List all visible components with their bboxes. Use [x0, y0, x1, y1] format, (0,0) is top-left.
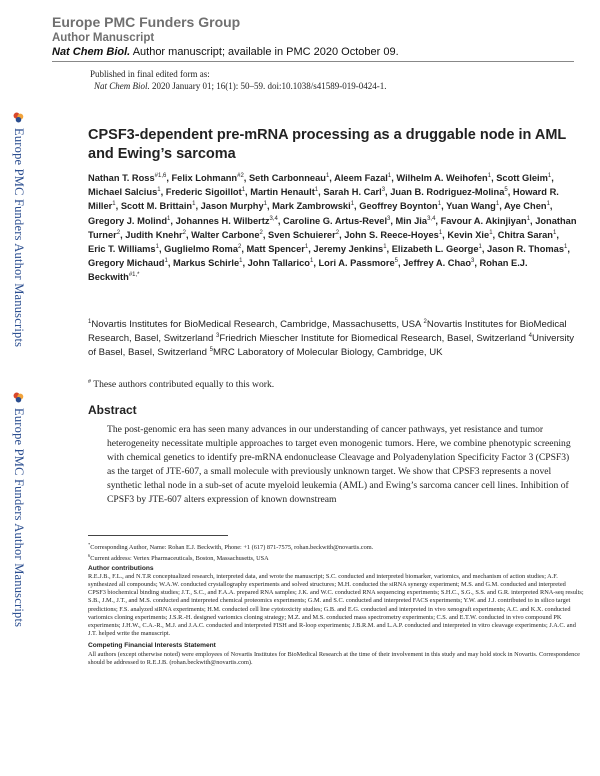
author-affiliation-mark: 2	[116, 229, 121, 236]
author-affiliation-mark: 5	[394, 258, 398, 265]
corresponding-text: Corresponding Author, Name: Rohan E.J. Beckwith, Phone: +1 (617) 871-7575, rohan.beckwith@novartis.com.	[90, 544, 374, 552]
author-name	[88, 187, 161, 197]
affiliation-text: Novartis Institutes for BioMedical Research, Basel, Switzerland	[88, 319, 567, 344]
affiliation-text: Friedrich Miescher Institute for Biomedical Research, Basel, Switzerland	[219, 333, 526, 344]
author-affiliation-mark: 1	[546, 201, 550, 208]
author-name-text: Jeffrey A. Chao	[403, 258, 471, 269]
author-affiliation-mark: #1,*	[128, 272, 140, 279]
author-name-text: Gregory J. Molind	[88, 215, 168, 226]
author-name	[173, 258, 242, 268]
author-name-text: Sarah H. Carl	[323, 187, 382, 198]
author-name	[250, 187, 318, 197]
author-name-text: Guglielmo Roma	[164, 244, 238, 255]
affiliation-number: 5	[209, 346, 213, 353]
author-affiliation-mark: 1	[553, 229, 557, 236]
author-affiliation-mark: 1	[437, 201, 442, 208]
author-affiliation-mark: 1	[495, 201, 500, 208]
competing-interests-text: All authors (except otherwise noted) were employees of Novartis Institutes for BioMedical Research at the time of their involvement in this study and may hold stock in Novartis. Correspondence should be addressed to R.E.J.B. (rohan.beckwith@novartis.com).	[88, 650, 580, 666]
logo-dot-blue	[16, 117, 22, 123]
author-name-text: Aleem Fazal	[334, 173, 388, 183]
author-name	[403, 258, 474, 268]
corresponding-mark: *	[88, 542, 91, 547]
author-name-text: Matt Spencer	[246, 244, 305, 255]
author-name-text: Scott Gleim	[496, 173, 548, 183]
corresponding-author-note	[88, 541, 584, 552]
author-name-text: Walter Carbone	[191, 229, 260, 240]
current-address-mark: 6	[88, 553, 91, 559]
author-name	[396, 216, 436, 226]
author-affiliation-mark: 2	[259, 229, 263, 236]
author-name	[359, 201, 441, 211]
author-affiliation-mark: 3,4	[427, 215, 436, 222]
published-label: Published in final edited form as:	[90, 69, 210, 79]
author-affiliation-mark: 1	[155, 243, 159, 250]
author-affiliation-mark: 1	[387, 172, 392, 179]
author-name-text: Michael Salcius	[88, 187, 158, 198]
author-name-text: Scott M. Brittain	[120, 201, 193, 212]
author-affiliation-mark: 1	[478, 243, 482, 250]
author-name-text: John Tallarico	[247, 258, 310, 269]
author-affiliation-mark: 1	[489, 229, 493, 236]
author-affiliation-mark: 1	[526, 215, 531, 222]
author-name	[176, 216, 278, 226]
affiliation-text: Novartis Institutes for BioMedical Research, Cambridge, Massachusetts, USA	[91, 319, 421, 330]
author-name	[201, 201, 267, 211]
abstract-heading: Abstract	[88, 403, 137, 417]
author-name	[164, 244, 241, 254]
author-name-text: Wilhelm A. Weihofen	[396, 173, 488, 183]
author-affiliation-mark: 1	[112, 201, 116, 208]
author-affiliation-mark: 1	[164, 258, 168, 265]
author-name	[319, 258, 398, 268]
sidebar-label-bottom: Europe PMC Funders Author Manuscripts	[12, 408, 26, 628]
author-name	[249, 173, 329, 183]
author-name	[396, 173, 491, 183]
author-name	[313, 244, 386, 254]
sidebar-watermark	[8, 0, 30, 776]
manuscript-header	[52, 14, 582, 59]
sidebar-block-bottom	[8, 392, 30, 692]
author-affiliation-mark: 1	[314, 187, 319, 194]
author-affiliation-mark: 2	[182, 229, 186, 236]
author-name-text: Felix Lohmann	[171, 173, 238, 183]
author-affiliation-mark: 1	[239, 258, 243, 265]
author-name-text: Sven Schuierer	[268, 229, 336, 240]
author-name-text: Seth Carbonneau	[248, 173, 326, 183]
europe-pmc-logo-icon	[13, 392, 24, 403]
author-name-text: Jonathan Turner	[88, 215, 577, 240]
published-note	[90, 68, 570, 92]
contribution-mark: #	[88, 379, 91, 385]
author-name	[344, 230, 442, 240]
author-name-text: Johannes H. Wilbertz	[175, 215, 270, 226]
affiliation-number: 1	[88, 318, 92, 325]
affiliations	[88, 318, 576, 360]
current-address-note	[88, 552, 584, 563]
author-name	[268, 230, 339, 240]
author-affiliation-mark: 5	[504, 187, 508, 194]
author-name-text: Judith Knehr	[125, 229, 183, 240]
author-name-text: Lori A. Passmore	[318, 258, 395, 269]
author-name	[248, 258, 314, 268]
author-name-text: Eric T. Williams	[88, 244, 156, 255]
europe-pmc-logo-icon	[13, 112, 24, 123]
author-name	[88, 258, 168, 268]
journal-availability-line	[52, 45, 582, 59]
author-contributions-heading: Author contributions	[88, 564, 154, 572]
current-address-text: Current address: Vertex Pharmaceuticals, Boston, Massachusetts, USA	[90, 555, 269, 563]
author-contributions-text: R.E.J.B., F.L., and N.T.R conceptualized research, interpreted data, and wrote the manuscript; S.C. conducted and interpreted biomarker, variomics, and mechanism of action studies; A.F. synthesized all compounds; W.A.W. conducted crystallography experiments and solved structures; M.H. conducted the siRNA synergy experiment; M.S. and G.M. conducted and interpreted CPSF3 biochemical binding studies; J.T., S.C., and F.A.A. prepared RNA samples; J.K. and W.C. conducted RNA sequencing experiments; S.H.C., S.G., S.S. and G.R. interpreted RNA-seq results; S.B., J.M., J.T., and M.S. conducted and interpreted chemical proteomics experiments; G.M. and S.C. conducted and interpreted FACS experiments; Y.W. and J.J. contributed to in silico target predictions; F.S. analyzed siRNA experiments; H.M. conducted cell line cytotoxicity studies; G.B. and E.G. conducted and interpreted in vivo xenograft experiments; A.C. and K.X. conducted variomics cloning experiments; J.S.R.-H. designed variomics cloning strategy; M.Z. and M.S. conducted mass spectrometry experiments; C.S. and E.T.W. conducted in vivo compound PK experiments; J.H.W., C.A.-R., M.J. and J.A.C. conducted and interpreted FISH and R-loop experiments; J.B.R.M. and L.A.P. conducted and interpreted in vitro cleavage experiments; J.A.C. and J.T. helped write the manuscript.	[88, 572, 584, 638]
author-name-text: Markus Schirle	[172, 258, 240, 269]
author-name	[334, 173, 391, 183]
author-name	[88, 244, 159, 254]
author-name-text: Geoffrey Boynton	[359, 201, 438, 212]
affiliation-number: 4	[528, 332, 532, 339]
author-affiliation-mark: 1	[383, 243, 387, 250]
author-name-text: Jason Murphy	[200, 201, 264, 212]
author-affiliation-mark: #2	[237, 172, 244, 179]
author-name-text: Jeremy Jenkins	[313, 244, 384, 255]
author-name-text: Jason R. Thomas	[487, 244, 565, 255]
author-affiliation-mark: 1	[192, 201, 196, 208]
author-name	[125, 230, 186, 240]
citation-detail: 2020 January 01; 16(1): 50–59. doi:10.1038/s41589-019-0424-1.	[152, 81, 387, 91]
author-name-text: Kevin Xie	[447, 229, 490, 240]
affiliation-text: University of Basel, Basel, Switzerland	[88, 333, 575, 358]
affiliation-number: 2	[423, 318, 427, 325]
author-affiliation-mark: 1	[325, 172, 330, 179]
sidebar-block-top	[8, 112, 30, 412]
author-name	[446, 201, 499, 211]
author-name	[247, 244, 309, 254]
author-affiliation-mark: 1	[241, 187, 246, 194]
header-divider	[52, 61, 574, 62]
author-affiliation-mark: 1	[350, 201, 355, 208]
author-name	[390, 187, 508, 197]
author-name-text: Aye Chen	[504, 201, 547, 212]
author-affiliation-mark: 1	[263, 201, 267, 208]
author-affiliation-mark: 2	[335, 229, 340, 236]
citation-line	[90, 80, 570, 92]
author-name	[323, 187, 385, 197]
author-affiliation-mark: 3	[381, 187, 386, 194]
author-name-text: Nathan T. Ross	[88, 173, 155, 183]
author-affiliation-mark: 2	[238, 243, 242, 250]
author-affiliation-mark: 3	[471, 258, 475, 265]
author-name-text: Martin Henault	[250, 187, 315, 198]
author-name	[166, 187, 245, 197]
footnotes	[88, 541, 584, 667]
author-name	[88, 173, 166, 183]
author-name	[392, 244, 482, 254]
author-name-text: Yuan Wang	[446, 201, 496, 212]
journal-name: Nat Chem Biol.	[52, 46, 131, 58]
author-name	[447, 230, 492, 240]
citation-journal: Nat Chem Biol.	[94, 81, 150, 91]
author-name	[504, 201, 550, 211]
author-list: Nathan T. Ross$^{\#1,6}$, Felix Lohmann$^{\#2}$, Seth Carbonneau$^1$, Aleem Fazal$^1$, Wilhelm A. Weihofen$^1$, Scott Gleim$^1$, Michael Salcius$^1$, Frederic Sigoillot$^1$, Martin Henault$^1$, Sarah H. Carl$^3$, Juan B. Rodriguez-Molina$^5$, Howard R. Miller$^1$, Scott M. Brittain$^1$, Jason Murphy$^1$, Mark Zambrowski$^1$, Geoffrey Boynton$^1$, Yuan Wang$^1$, Aye Chen$^1$, Gregory J. Molind$^1$, Johannes H. Wilbertz$^{3,4}$, Caroline G. Artus-Revel$^3$, Min Jia$^{3,4}$, Favour A. Akinjiyan$^1$, Jonathan Turner$^2$, Judith Knehr$^2$, Walter Carbone$^2$, Sven Schuierer$^2$, John S. Reece-Hoyes$^1$, Kevin Xie$^1$, Chitra Saran$^1$, Eric T. Williams$^1$, Guglielmo Roma$^2$, Matt Spencer$^1$, Jeremy Jenkins$^1$, Elizabeth L. George$^1$, Jason R. Thomas$^1$, Gregory Michaud$^1$, Markus Schirle$^1$, John Tallarico$^1$, Lori A. Passmore$^5$, Jeffrey A. Chao$^3$, Rohan E.J. Beckwith$^{\#1,*}$	[88, 172, 577, 283]
author-name-text: Rohan E.J. Beckwith	[88, 258, 528, 283]
author-name	[88, 216, 170, 226]
author-affiliation-mark: 1	[304, 243, 309, 250]
author-name	[441, 216, 530, 226]
logo-dot-blue	[16, 397, 22, 403]
author-name-text: Favour A. Akinjiyan	[440, 215, 527, 226]
author-name	[496, 173, 551, 183]
contribution-text: These authors contributed equally to this work.	[93, 379, 275, 391]
author-name	[191, 230, 263, 240]
author-manuscript-label: Author Manuscript	[52, 32, 155, 44]
author-name-text: Chitra Saran	[497, 229, 553, 240]
affiliation-number: 3	[215, 332, 220, 339]
author-name-text: Min Jia	[395, 215, 428, 226]
author-name	[283, 216, 390, 226]
author-affiliation-mark: 1	[487, 172, 492, 179]
competing-interests-heading: Competing Financial Interests Statement	[88, 642, 216, 650]
footnote-divider	[88, 535, 228, 536]
author-name-text: Elizabeth L. George	[391, 244, 479, 255]
author-affiliation-mark: 1	[547, 172, 552, 179]
author-affiliation-mark: 3	[387, 215, 391, 222]
author-affiliation-mark: #1,6	[154, 172, 167, 179]
author-name-text: Gregory Michaud	[88, 258, 165, 269]
author-name	[487, 244, 567, 254]
author-affiliation-mark: 1	[167, 215, 171, 222]
author-affiliation-mark: 1	[438, 229, 443, 236]
author-affiliation-mark: 1	[564, 243, 568, 250]
affiliation-text: MRC Laboratory of Molecular Biology, Cambridge, UK	[212, 347, 443, 358]
availability-note: Author manuscript; available in PMC 2020 October 09.	[132, 46, 399, 58]
abstract-text: The post-genomic era has seen many advances in our understanding of cancer pathways, yet resistance and tumor heterogeneity necessitate multiple approaches to target even monogenic tumors. Here, we combine phenotypic screening with chemical genetics to identify pre-mRNA endonuclease Cleavage and Polyadenylation Specificity Factor 3 (CPSF3) as the target of JTE-607, a small molecule with previously unknown target. We show that CPSF3 represents a novel synthetic lethal node in a sub-set of acute myeloid leukemia (AML) and Ewing’s sarcoma cancer cell lines. Inhibition of CPSF3 by JTE-607 alters expression of known downstream	[107, 424, 571, 505]
sidebar-label-top: Europe PMC Funders Author Manuscripts	[12, 128, 26, 348]
equal-contribution-note	[88, 376, 568, 391]
author-name	[121, 201, 196, 211]
author-name-text: Frederic Sigoillot	[165, 187, 242, 198]
article-title: CPSF3-dependent pre-mRNA processing as a druggable node in AML and Ewing’s sarcoma	[88, 127, 567, 162]
author-affiliation-mark: 3,4	[269, 215, 278, 222]
author-affiliation-mark: 1	[157, 187, 161, 194]
author-name-text: Mark Zambrowski	[272, 201, 351, 212]
author-name-text: John S. Reece-Hoyes	[344, 229, 439, 240]
author-name	[272, 201, 354, 211]
author-name	[498, 230, 557, 240]
author-name	[172, 173, 244, 183]
author-affiliation-mark: 1	[309, 258, 314, 265]
author-name-text: Howard R. Miller	[88, 187, 559, 212]
funders-group-title: Europe PMC Funders Group	[52, 14, 241, 30]
author-name-text: Juan B. Rodriguez-Molina	[390, 187, 505, 198]
author-name-text: Caroline G. Artus-Revel	[283, 215, 388, 226]
